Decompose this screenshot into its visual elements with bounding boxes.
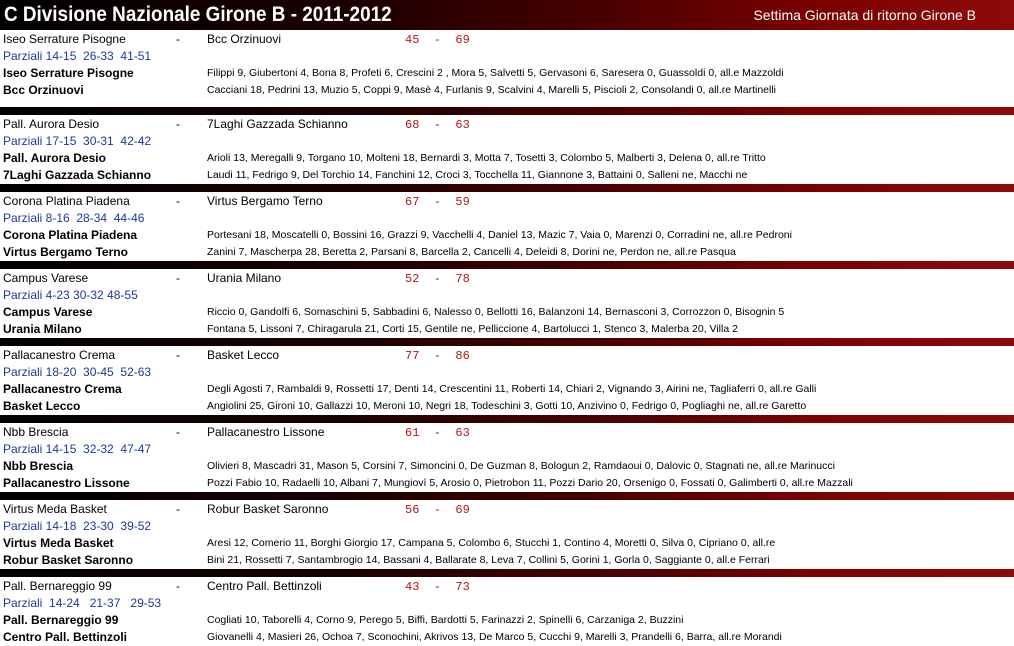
vs-dash: -: [176, 348, 180, 362]
partial-scores: Parziali 18-20 30-45 52-63: [3, 365, 152, 379]
vs-dash: -: [176, 194, 180, 208]
home-players: Aresi 12, Comerio 11, Borghi Giorgio 17, Campana 5, Colombo 6, Stucchi 1, Contino 4, Moretti 0, Silva 0, Cipriano 0, all.re: [207, 537, 776, 549]
away-players: Pozzi Fabio 10, Radaelli 10, Albani 7, Mungiovì 5, Arosio 0, Pietrobon 11, Pozzi Dario 20, Orsenigo 0, Fossati 0, Galimberti 0, all.re Mazzali: [207, 477, 853, 489]
away-team-label: Pallacanestro Lissone: [3, 476, 130, 490]
page-title: C Divisione Nazionale Girone B - 2011-2012: [4, 3, 392, 26]
vs-dash: -: [176, 579, 180, 593]
game-block: [0, 261, 1014, 338]
separator-bar: [0, 184, 1014, 192]
game-block: [0, 30, 1014, 107]
final-score: 45 - 69: [405, 33, 470, 47]
home-team-label: Iseo Serrature Pisogne: [3, 66, 134, 80]
final-score: 52 - 78: [405, 272, 470, 286]
away-players: Cacciani 18, Pedrini 13, Muzio 5, Coppi 9, Masè 4, Furlanis 9, Scalvini 4, Marelli 5, Piscioli 2, Consolandi 0, all.re Martinelli: [207, 84, 777, 96]
away-team: Centro Pall. Bettinzoli: [207, 579, 322, 593]
game-block: [0, 569, 1014, 646]
home-team: Pallacanestro Crema: [3, 348, 116, 362]
home-team: Virtus Meda Basket: [3, 502, 107, 516]
partial-scores: Parziali 14-18 23-30 39-52: [3, 519, 152, 533]
separator-bar: [0, 569, 1014, 577]
page-header: [0, 0, 1014, 30]
home-team-label: Pall. Bernareggio 99: [3, 613, 119, 627]
vs-dash: -: [176, 271, 180, 285]
home-team-label: Pallacanestro Crema: [3, 382, 122, 396]
away-team: Robur Basket Saronno: [207, 502, 329, 516]
vs-dash: -: [176, 117, 180, 131]
away-team: Virtus Bergamo Terno: [207, 194, 323, 208]
final-score: 61 - 63: [405, 426, 470, 440]
partial-scores: Parziali 8-16 28-34 44-46: [3, 211, 145, 225]
home-team: Campus Varese: [3, 271, 89, 285]
away-team: Basket Lecco: [207, 348, 280, 362]
final-score: 43 - 73: [405, 580, 470, 594]
home-team-label: Virtus Meda Basket: [3, 536, 114, 550]
game-block: [0, 338, 1014, 415]
away-team-label: Centro Pall. Bettinzoli: [3, 630, 128, 644]
separator-bar: [0, 107, 1014, 115]
home-team: Pall. Aurora Desio: [3, 117, 100, 131]
partial-scores: Parziali 17-15 30-31 42-42: [3, 134, 152, 148]
games-list: [0, 30, 1014, 646]
final-score: 67 - 59: [405, 195, 470, 209]
away-team-label: Bcc Orzinuovi: [3, 83, 84, 97]
home-players: Olivieri 8, Mascadri 31, Mason 5, Corsini 7, Simoncini 0, De Guzman 8, Bologun 2, Ramdaoui 0, Dalovic 0, Stagnati ne, all.re Marinucci: [207, 460, 835, 472]
vs-dash: -: [176, 425, 180, 439]
game-block: [0, 107, 1014, 184]
partial-scores: Parziali 14-15 26-33 41-51: [3, 49, 152, 63]
game-block: [0, 415, 1014, 492]
final-score: 77 - 86: [405, 349, 470, 363]
partial-scores: Parziali 14-15 32-32 47-47: [3, 442, 152, 456]
separator-bar: [0, 261, 1014, 269]
away-team: Urania Milano: [207, 271, 282, 285]
away-players: Fontana 5, Lissoni 7, Chiragarula 21, Corti 15, Gentile ne, Pelliccione 4, Bartolucci 1, Stenco 3, Malerba 20, Villa 2: [207, 323, 738, 335]
home-players: Riccio 0, Gandolfi 6, Somaschini 5, Sabbadini 6, Nalesso 0, Bellotti 16, Balanzoni 14, Bernasconi 3, Corrozzon 0, Bisognin 5: [207, 306, 785, 318]
final-score: 68 - 63: [405, 118, 470, 132]
partial-scores: Parziali 4-23 30-32 48-55: [3, 288, 138, 302]
home-players: Portesani 18, Moscatelli 0, Bossini 16, Grazzi 9, Vacchelli 4, Daniel 13, Mazic 7, Vaia 0, Marenzi 0, Corradini ne, all.re Pedroni: [207, 229, 792, 241]
vs-dash: -: [176, 32, 180, 46]
round-subtitle: Settima Giornata di ritorno Girone B: [753, 7, 976, 23]
home-team-label: Nbb Brescia: [3, 459, 74, 473]
game-block: [0, 492, 1014, 569]
home-team: Corona Platina Piadena: [3, 194, 130, 208]
home-players: Filippi 9, Giubertoni 4, Bona 8, Profeti 6, Crescini 2 , Mora 5, Salvetti 5, Gervasoni 6, Saresera 0, Guassoldi 0, all.e Mazzoldi: [207, 67, 784, 79]
home-team: Pall. Bernareggio 99: [3, 579, 112, 593]
away-team-label: Virtus Bergamo Terno: [3, 245, 128, 259]
away-players: Bini 21, Rossetti 7, Santambrogio 14, Bassani 4, Ballarate 8, Leva 7, Collini 5, Gorini 1, Gorla 0, Saggiante 0, all.e Ferrari: [207, 554, 770, 566]
away-team: Pallacanestro Lissone: [207, 425, 325, 439]
away-team: 7Laghi Gazzada Schianno: [207, 117, 348, 131]
home-players: Cogliati 10, Taborelli 4, Corno 9, Perego 5, Biffi, Bardotti 5, Farinazzi 2, Spinelli 6, Carzaniga 2, Buzzini: [207, 614, 684, 626]
away-players: Angiolini 25, Gironi 10, Gallazzi 10, Meroni 10, Negri 18, Todeschini 3, Gotti 10, Anzivino 0, Fedrigo 0, Pogliaghi ne, all.re Garetto: [207, 400, 807, 412]
partial-scores: Parziali 14-24 21-37 29-53: [3, 596, 162, 610]
home-team: Iseo Serrature Pisogne: [3, 32, 126, 46]
away-team-label: Urania Milano: [3, 322, 82, 336]
separator-bar: [0, 492, 1014, 500]
home-team-label: Corona Platina Piadena: [3, 228, 138, 242]
home-team-label: Pall. Aurora Desio: [3, 151, 106, 165]
home-players: Degli Agosti 7, Rambaldi 9, Rossetti 17, Denti 14, Crescentini 11, Roberti 14, Chiari 2, Vignando 3, Airini ne, Tagliaferri 0, all.re Galli: [207, 383, 817, 395]
away-players: Zanini 7, Mascherpa 28, Beretta 2, Parsani 8, Barcella 2, Cancelli 4, Deleidi 8, Dorini ne, Perdon ne, all.re Pasqua: [207, 246, 736, 258]
away-team-label: 7Laghi Gazzada Schianno: [3, 168, 152, 182]
away-players: Giovanelli 4, Masieri 26, Ochoa 7, Sconochini, Akrivos 13, De Marco 5, Cucchi 9, Marelli 3, Prandelli 6, Barra, all.re Morandi: [207, 631, 782, 643]
home-players: Arioli 13, Meregalli 9, Torgano 10, Molteni 18, Bernardi 3, Motta 7, Tosetti 3, Colombo 5, Malberti 3, Delena 0, all.re Tritto: [207, 152, 766, 164]
away-team: Bcc Orzinuovi: [207, 32, 282, 46]
away-team-label: Basket Lecco: [3, 399, 81, 413]
vs-dash: -: [176, 502, 180, 516]
separator-bar: [0, 338, 1014, 346]
separator-bar: [0, 415, 1014, 423]
away-team-label: Robur Basket Saronno: [3, 553, 134, 567]
home-team: Nbb Brescia: [3, 425, 69, 439]
final-score: 56 - 69: [405, 503, 470, 517]
away-players: Laudi 11, Fedrigo 9, Del Torchio 14, Fanchini 12, Croci 3, Tocchella 11, Giannone 3, Battaini 0, Salleni ne, Macchi ne: [207, 169, 748, 181]
game-block: [0, 184, 1014, 261]
home-team-label: Campus Varese: [3, 305, 93, 319]
